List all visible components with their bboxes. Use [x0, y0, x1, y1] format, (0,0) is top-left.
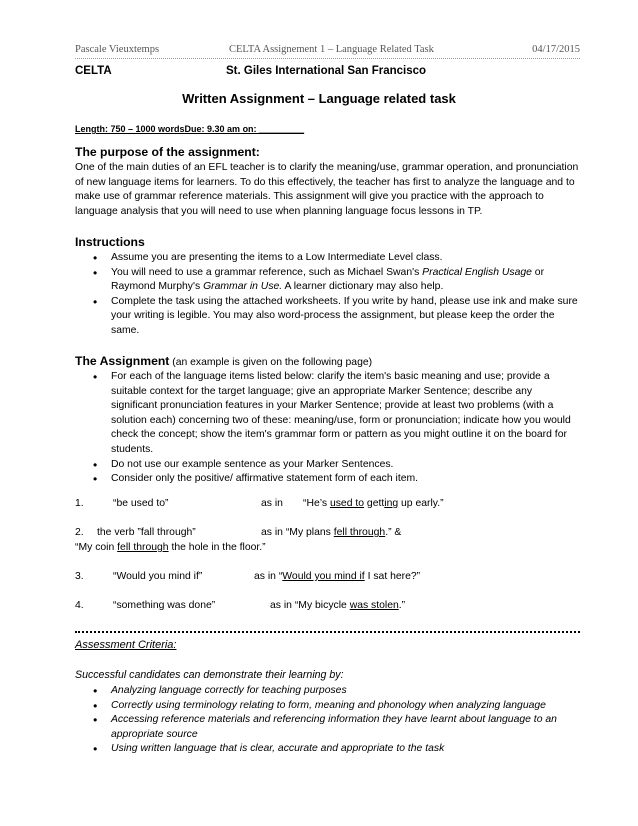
example-sentence: as in “Would you mind if I sat here?”	[254, 571, 421, 582]
assignment-item: • Consider only the positive/ affirmative statement form of each item.	[88, 472, 580, 487]
length-due-line: Length: 750 – 1000 wordsDue: 9.30 am on: _________	[75, 124, 305, 134]
example-sentence: “He’s used to getting up early.”	[303, 498, 444, 509]
example-sentence: as in “My plans fell through.” &	[261, 527, 402, 538]
celta-label: CELTA	[75, 65, 112, 77]
criteria-item: • Using written language that is clear, accurate and appropriate to the task	[88, 742, 580, 757]
page-title: Written Assignment – Language related task	[182, 91, 456, 106]
assignment-list	[88, 370, 580, 487]
language-item: “something was done”	[113, 600, 216, 611]
header-doc-title: CELTA Assignement 1 – Language Related Task	[229, 44, 434, 55]
item-number: 2.	[75, 527, 84, 538]
header-date: 04/17/2015	[532, 44, 580, 55]
example-sentence-2: “My coin fell through the hole in the floor.”	[75, 542, 266, 553]
assignment-heading-note: (an example is given on the following page)	[169, 357, 373, 368]
assignment-heading-line	[75, 354, 372, 368]
item-number: 3.	[75, 571, 84, 582]
assignment-heading: The Assignment	[75, 354, 170, 368]
criteria-heading: Assessment Criteria:	[75, 639, 177, 651]
dotted-separator	[75, 631, 580, 633]
instructions-list	[88, 251, 580, 339]
item-number: 4.	[75, 600, 84, 611]
language-item: “Would you mind if”	[113, 571, 203, 582]
assignment-item: • Do not use our example sentence as your Marker Sentences.	[88, 458, 580, 473]
instructions-heading: Instructions	[75, 235, 145, 249]
criteria-list	[88, 684, 580, 757]
purpose-heading: The purpose of the assignment:	[75, 145, 260, 159]
assignment-item: • For each of the language items listed below: clarify the item's basic meaning and use; provide a suitable context for the target language; give an appropriate Marker Sentence; describe any significant pronunciation features in your Marker Sentence; provide at least two problems (with a solution each) concerning two of these: meaning/use, form or pronunciation; indicate how you would check the concept; show the item's grammar form or pattern as you might outline it on the board for students.	[88, 370, 580, 458]
criteria-intro: Successful candidates can demonstrate their learning by:	[75, 669, 344, 681]
as-in-label: as in	[261, 498, 283, 509]
language-item: the verb ”fall through”	[97, 527, 196, 538]
purpose-body: One of the main duties of an EFL teacher is to clarify the meaning/use, grammar operation, and pronunciation of new language items for learners. To do this effectively, the teacher has first to analyze the language and to make use of grammar reference materials. This assignment will give you practice with the approach to language analysis that you will need to use when planning language focus lessons in TP.	[75, 162, 579, 217]
criteria-item: • Analyzing language correctly for teaching purposes	[88, 684, 580, 699]
instruction-item: • Complete the task using the attached worksheets. If you write by hand, please use ink and make sure your writing is legible. You may also word-process the assignment, but please keep the order the same.	[88, 295, 580, 339]
criteria-item: • Accessing reference materials and referencing information they have learnt about language to an appropriate source	[88, 713, 580, 742]
instruction-item: • You will need to use a grammar reference, such as Michael Swan's Practical English Usage or Raymond Murphy's Grammar in Use. A learner dictionary may also help.	[88, 266, 580, 295]
header-author: Pascale Vieuxtemps	[75, 44, 160, 55]
item-number: 1.	[75, 498, 84, 509]
school-name: St. Giles International San Francisco	[226, 65, 427, 77]
criteria-item: • Correctly using terminology relating to form, meaning and phonology when analyzing language	[88, 699, 580, 714]
language-item: “be used to”	[113, 498, 169, 509]
example-sentence: as in “My bicycle was stolen.”	[270, 600, 406, 611]
instruction-item: • Assume you are presenting the items to a Low Intermediate Level class.	[88, 251, 580, 266]
header-divider	[75, 58, 580, 59]
